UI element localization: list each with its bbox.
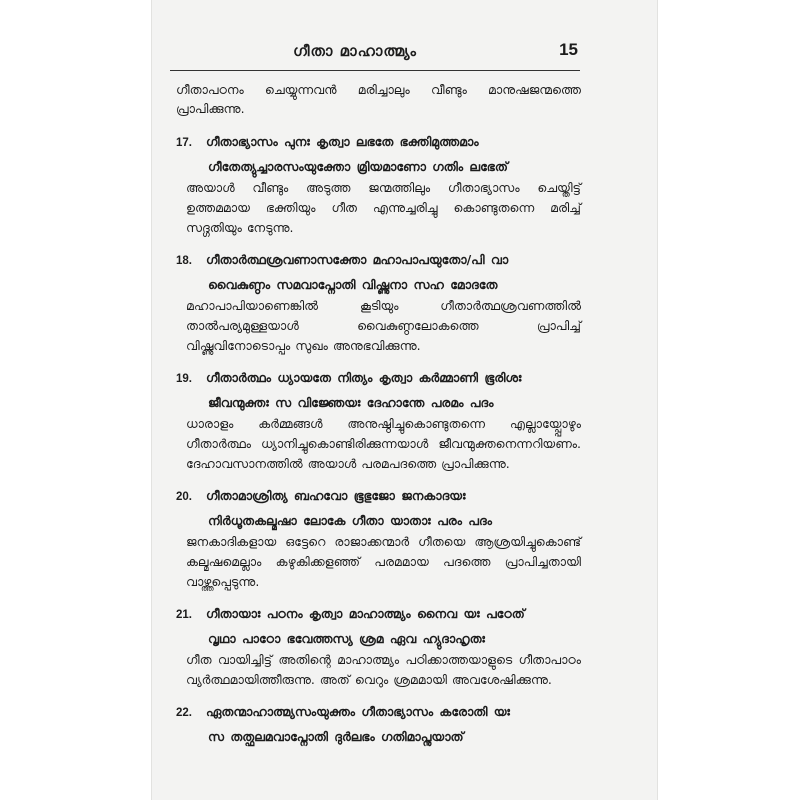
- verse-22: [176, 700, 581, 748]
- verse-20: [176, 484, 581, 592]
- running-header: [170, 40, 580, 71]
- verse-meaning: ജനകാദികളായ ഒട്ടേറെ രാജാക്കന്മാർ ഗീതയെ ആശ്രയിച്ചുകൊണ്ട് കല്മഷമെല്ലാം കഴുകിക്കളഞ്ഞ് പരമമായ പദത്തെ പ്രാപിച്ചതായി വാഴ്ത്തപ്പെടുന്നു.: [186, 534, 581, 589]
- sloka-line-1: ഗീതാമാശ്രിത്യ ബഹവോ ഭൂഭുജോ ജനകാദയഃ: [206, 488, 466, 503]
- header-title: ഗീതാ മാഹാത്മ്യം: [293, 42, 417, 60]
- verse-meaning: ധാരാളം കർമ്മങ്ങൾ അനുഷ്ഠിച്ചുകൊണ്ടുതന്നെ എല്ലായ്പ്പോഴും ഗീതാർത്ഥം ധ്യാനിച്ചുകൊണ്ടിരിക്കുന്നയാൾ ജീവന്മുക്തനെന്നറിയണം. ദേഹാവസാനത്തിൽ അയാൾ പരമപദത്തെ പ്രാപിക്കുന്നു.: [186, 416, 581, 471]
- sloka-line-2: ഗീതേത്യുച്ചാരസംയുക്തോ മ്രിയമാണോ ഗതിം ലഭേത്: [208, 159, 508, 174]
- verse-21: [176, 602, 581, 690]
- sloka: [176, 700, 581, 748]
- sloka-line-1: ഗീതാർത്ഥം ധ്യായതേ നിത്യം കൃത്വാ കർമ്മാണി ഭൂരിശഃ: [206, 370, 522, 385]
- sloka-line-1: ഗീതായാഃ പഠനം കൃത്വാ മാഹാത്മ്യം നൈവ യഃ പഠേത്: [206, 606, 525, 621]
- verse-number: 18.: [176, 255, 192, 267]
- sloka-line-1: ഗീതാഭ്യാസം പുനഃ കൃത്വാ ലഭതേ ഭക്തിമുത്തമാം: [206, 134, 479, 149]
- verse-meaning: അയാൾ വീണ്ടും അടുത്ത ജന്മത്തിലും ഗീതാഭ്യാസം ചെയ്തിട്ട് ഉത്തമമായ ഭക്തിയും ഗീത എന്നുച്ചരിച്ചു കൊണ്ടുതന്നെ മരിച്ച് സദ്ഗതിയും നേടുന്നു.: [186, 180, 581, 235]
- sloka-line-2: ജീവന്മുക്തഃ സ വിജ്ഞേയഃ ദേഹാന്തേ പരമം പദം: [208, 395, 494, 410]
- page-content: [176, 80, 581, 758]
- page-number: 15: [559, 40, 578, 59]
- verse-meaning: ഗീത വായിച്ചിട്ട് അതിന്റെ മാഹാത്മ്യം പഠിക്കാത്തയാളുടെ ഗീതാപാഠം വ്യർത്ഥമായിത്തീരുന്നു. അത് വെറും ശ്രമമായി അവശേഷിക്കുന്നു.: [186, 652, 581, 687]
- sloka-line-2: വൈകുണ്ഠം സമവാപ്നോതി വിഷ്ണുനാ സഹ മോദതേ: [208, 277, 498, 292]
- sloka-line-1: ഗീതാർത്ഥശ്രവണാസക്തോ മഹാപാപയുതോ/പി വാ: [206, 252, 509, 267]
- sloka: [176, 484, 581, 532]
- sloka-line-2: സ തത്ഫലമവാപ്നോതി ദുർലഭം ഗതിമാപ്നുയാത്: [208, 729, 464, 744]
- sloka: [176, 602, 581, 650]
- sloka: [176, 366, 581, 414]
- sloka: [176, 130, 581, 178]
- verse-meaning: മഹാപാപിയാണെങ്കിൽ കൂടിയും ഗീതാർത്ഥശ്രവണത്തിൽ താൽപര്യമുള്ളയാൾ വൈകുണ്ഠലോകത്തെ പ്രാപിച്ച് വിഷ്ണുവിനോടൊപ്പം സുഖം അനുഭവിക്കുന്നു.: [186, 298, 581, 353]
- sloka: [176, 248, 581, 296]
- sloka-line-1: ഏതന്മാഹാത്മ്യസംയുക്തം ഗീതാഭ്യാസം കരോതി യഃ: [206, 704, 510, 719]
- continuation-paragraph: ഗീതാപഠനം ചെയ്യുന്നവൻ മരിച്ചാലും വീണ്ടും മാനുഷജന്മത്തെ പ്രാപിക്കുന്നു.: [176, 82, 581, 116]
- verse-number: 20.: [176, 491, 192, 503]
- verse-number: 17.: [176, 137, 192, 149]
- verse-19: [176, 366, 581, 474]
- verse-17: [176, 130, 581, 238]
- verse-number: 22.: [176, 707, 192, 719]
- sloka-line-2: വൃഥാ പാഠോ ഭവേത്തസ്യ ശ്രമ ഏവ ഹ്യുദാഹൃതഃ: [208, 631, 485, 646]
- verse-18: [176, 248, 581, 356]
- sloka-line-2: നിർധൂതകല്മഷാ ലോകേ ഗീതാ യാതാഃ പരം പദം: [208, 513, 492, 528]
- verse-number: 21.: [176, 609, 192, 621]
- verse-number: 19.: [176, 373, 192, 385]
